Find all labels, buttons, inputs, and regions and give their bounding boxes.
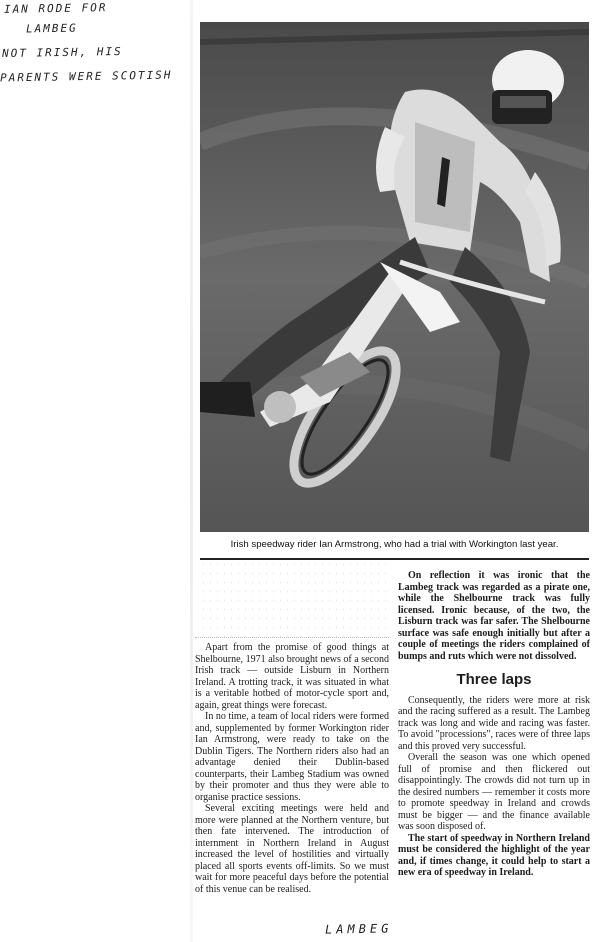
right-paragraph-2: Overall the season was one which opened full of promise and then flickered out disappointingly. The crowds did not turn up in the desired numbers — remember it costs more to promote speedway in Ireland and crowds must be bigger — and the finance available was soon disposed of. (398, 752, 590, 832)
speedway-rider-photo (200, 22, 589, 532)
right-paragraph-1: Consequently, the riders were more at risk and the racing suffered as a result. The Lambeg track was long and wide and racing was faster. To avoid "processions", races were of three laps and this proved very successful. (398, 694, 590, 752)
left-paragraph-3: Several exciting meetings were held and more were planned at the Northern venture, but then fate intervened. The introduction of internment in Northern Ireland in August increased the level of hostilities and virtually placed all sports events off-limits. So we must wait for more peaceful days before the potential of this venue can be realised. (195, 803, 389, 895)
handwritten-note-line-4: PARENTS WERE SCOTISH (0, 68, 173, 85)
right-bold-paragraph: On reflection it was ironic that the Lambeg track was regarded as a pirate one, while the Shelbourne track was fully licensed. Ironic because, of the two, the Lisburn track was far safer. The Shelbourne surface was safe enough initially but after a couple of meetings the riders complained of bumps and ruts which were not dissolved. (398, 570, 590, 662)
halftone-gap (200, 560, 390, 638)
closing-bold-paragraph: The start of speedway in Northern Ireland must be considered the highlight of the year and, if times change, it could help to start a new era of speedway in Ireland. (398, 832, 590, 878)
handwritten-footer-note: LAMBEG (324, 921, 393, 937)
handwritten-note-line-2: LAMBEG (25, 21, 78, 36)
column-divider (195, 637, 389, 638)
left-paragraph-2: In no time, a team of local riders were formed and, supplemented by former Workington rider Ian Armstrong, were ready to take on the Dublin Tigers. The Northern riders also had an advantage denied their Dublin-based counterparts, their Lambeg Stadium was owned by their promoter and thus they were able to organise practice sessions. (195, 711, 389, 803)
article-right-column (398, 570, 590, 879)
left-paragraph-1: Apart from the promise of good things at Shelbourne, 1971 also brought news of a second Irish track — outside Lisburn in Northern Ireland. A trotting track, it was situated in what is a veritable hotbed of motor-cycle sport and, again, great things were forecast. (195, 642, 389, 711)
handwritten-note-line-3: NOT IRISH, HIS (1, 44, 123, 61)
scan-edge (190, 0, 193, 942)
photo-caption: Irish speedway rider Ian Armstrong, who had a trial with Workington last year. (200, 532, 589, 560)
handwritten-note-line-1: IAN RODE FOR (3, 1, 108, 16)
article-left-column (195, 642, 389, 895)
subheading-three-laps: Three laps (456, 671, 532, 688)
